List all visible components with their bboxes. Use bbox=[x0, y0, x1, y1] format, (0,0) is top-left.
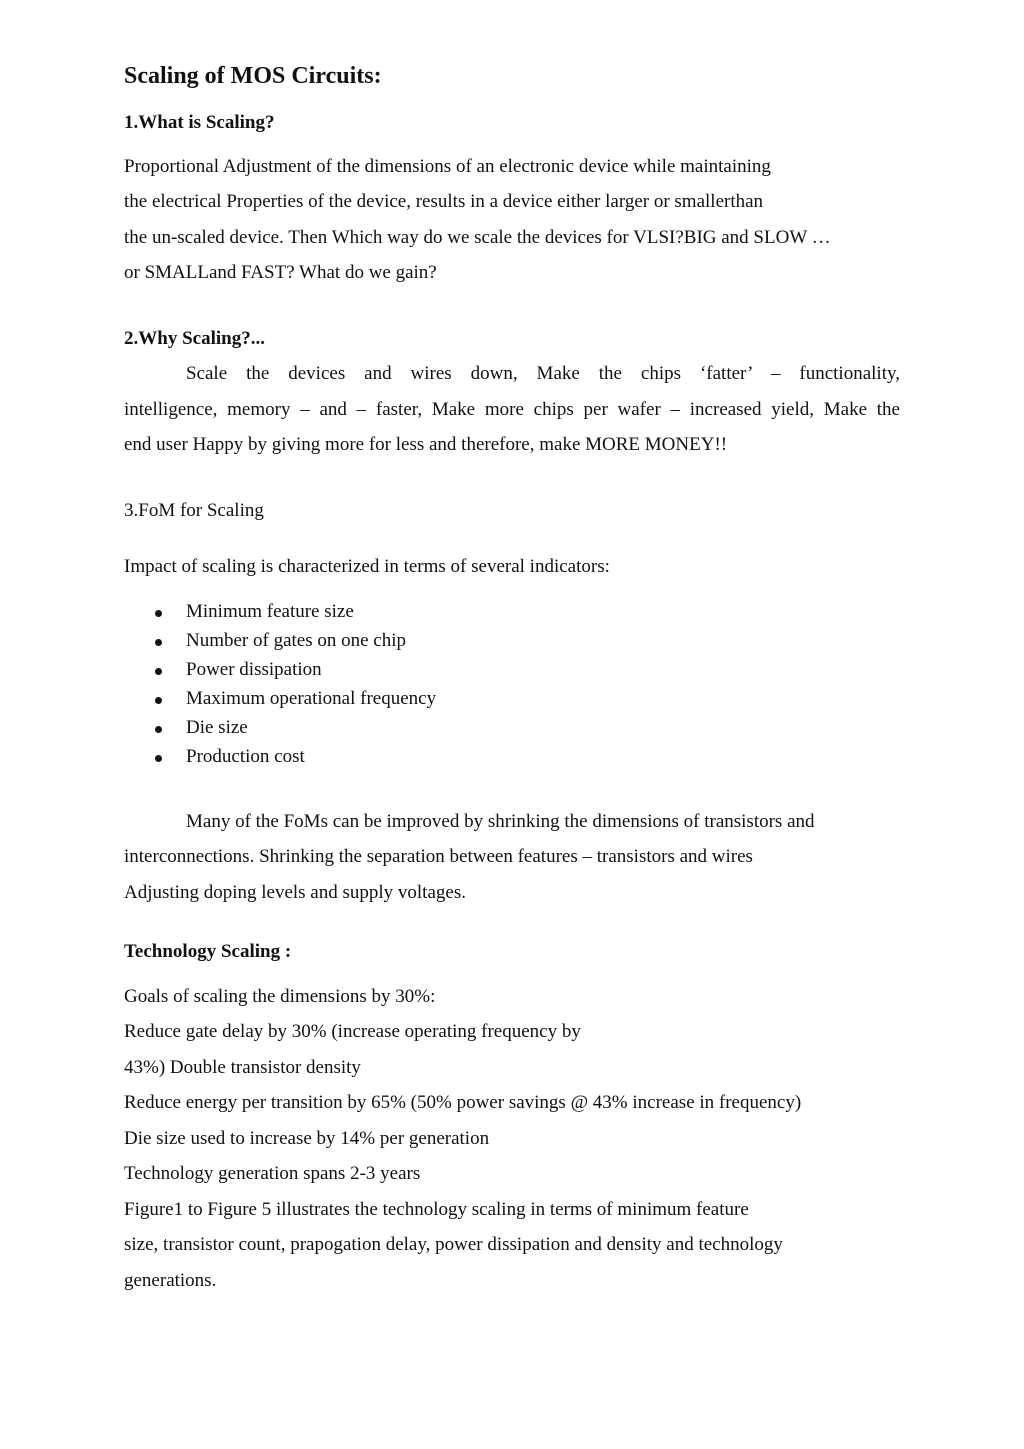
section4-line-1: Goals of scaling the dimensions by 30%: bbox=[124, 986, 436, 1007]
section1-line-4: or SMALLand FAST? What do we gain? bbox=[124, 262, 437, 283]
section4-line-3: 43%) Double transistor density bbox=[124, 1057, 361, 1078]
section2-line-3: end user Happy by giving more for less and therefore, make MORE MONEY!! bbox=[124, 434, 728, 455]
section1-line-2: the electrical Properties of the device, results in a device either larger or smallerthan bbox=[124, 191, 764, 212]
section4-line-8: size, transistor count, prapogation delay, power dissipation and density and technology bbox=[124, 1234, 783, 1255]
bullet-icon bbox=[155, 755, 162, 762]
section2-line-2 bbox=[124, 398, 900, 422]
list-item-text: Die size bbox=[186, 717, 248, 738]
section3-paragraph-line-3: Adjusting doping levels and supply voltages. bbox=[124, 882, 466, 903]
section1-line-1: Proportional Adjustment of the dimensions of an electronic device while maintaining bbox=[124, 156, 771, 177]
section3-paragraph-line-2: interconnections. Shrinking the separation between features – transistors and wires bbox=[124, 846, 753, 867]
section2-line-2-text: intelligence, memory – and – faster, Make more chips per wafer – increased yield, Make the bbox=[124, 399, 900, 420]
section4-line-6: Technology generation spans 2-3 years bbox=[124, 1163, 421, 1184]
section-heading-why-scaling: 2.Why Scaling?... bbox=[124, 328, 265, 349]
section4-line-2: Reduce gate delay by 30% (increase operating frequency by bbox=[124, 1021, 581, 1042]
list-item-text: Power dissipation bbox=[186, 659, 322, 680]
document-title: Scaling of MOS Circuits: bbox=[124, 63, 382, 89]
bullet-icon bbox=[155, 610, 162, 617]
section4-line-4: Reduce energy per transition by 65% (50% power savings @ 43% increase in frequency) bbox=[124, 1092, 802, 1113]
list-item-text: Minimum feature size bbox=[186, 601, 354, 622]
bullet-icon bbox=[155, 726, 162, 733]
section2-line-1 bbox=[186, 362, 900, 386]
section4-line-5: Die size used to increase by 14% per generation bbox=[124, 1128, 490, 1149]
section4-line-7: Figure1 to Figure 5 illustrates the technology scaling in terms of minimum feature bbox=[124, 1199, 749, 1220]
section1-line-3: the un-scaled device. Then Which way do we scale the devices for VLSI?BIG and SLOW … bbox=[124, 227, 831, 248]
list-item-text: Maximum operational frequency bbox=[186, 688, 437, 709]
bullet-icon bbox=[155, 639, 162, 646]
section3-intro: Impact of scaling is characterized in terms of several indicators: bbox=[124, 556, 610, 577]
list-item-text: Production cost bbox=[186, 746, 305, 767]
section-heading-fom-for-scaling: 3.FoM for Scaling bbox=[124, 500, 264, 521]
section3-paragraph-line-1: Many of the FoMs can be improved by shrinking the dimensions of transistors and bbox=[186, 811, 815, 832]
section-heading-technology-scaling: Technology Scaling : bbox=[124, 941, 292, 962]
list-item-text: Number of gates on one chip bbox=[186, 630, 407, 651]
section2-line-1-text: Scale the devices and wires down, Make the chips ‘fatter’ – functionality, bbox=[186, 363, 900, 384]
section4-line-9: generations. bbox=[124, 1270, 217, 1291]
bullet-icon bbox=[155, 697, 162, 704]
section-heading-what-is-scaling: 1.What is Scaling? bbox=[124, 112, 275, 133]
bullet-icon bbox=[155, 668, 162, 675]
